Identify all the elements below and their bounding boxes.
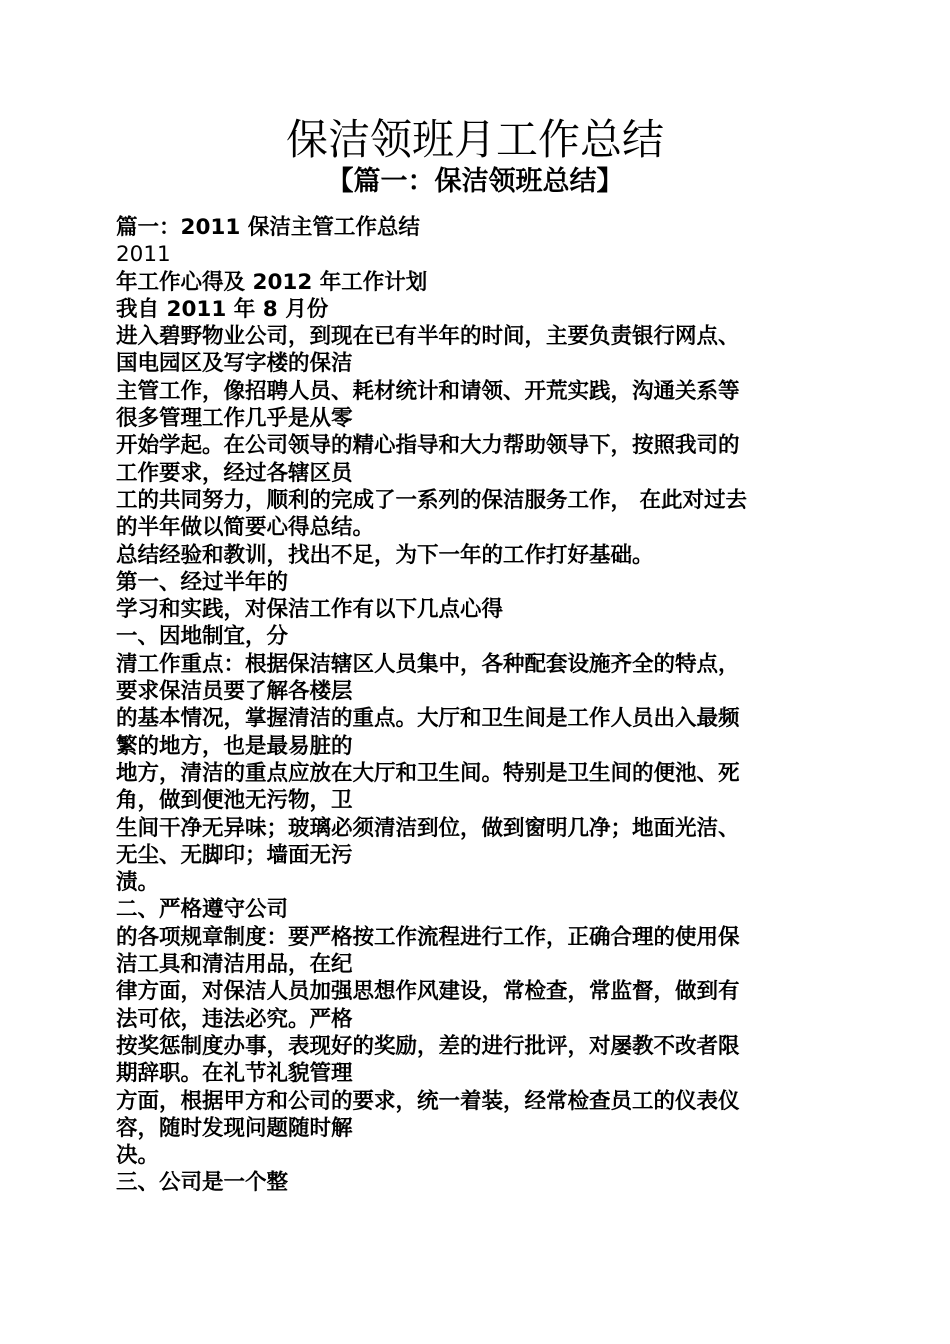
body-line: 三、公司是一个整 [116,1170,289,1196]
body-line: 期辞职。在礼节礼貌管理 [116,1061,353,1087]
document-subtitle: 【篇一：保洁领班总结】 [326,166,624,197]
body-line: 渍。 [116,870,160,896]
body-line: 清工作重点：根据保洁辖区人员集中，各种配套设施齐全的特点， [116,651,740,677]
document-title: 保洁领班月工作总结 [285,115,664,164]
body-line: 决。 [116,1143,160,1169]
body-line: 的半年做以简要心得总结。 [116,515,375,541]
body-line: 工作要求，经过各辖区员 [116,460,353,486]
body-line: 年工作心得及 2012 年工作计划 [116,269,428,295]
body-line: 的基本情况，掌握清洁的重点。大厅和卫生间是工作人员出入最频 [116,706,740,732]
body-line: 容，随时发现问题随时解 [116,1115,353,1141]
body-line: 角，做到便池无污物，卫 [116,788,353,814]
body-line: 按奖惩制度办事，表现好的奖励，差的进行批评，对屡教不改者限 [116,1033,740,1059]
body-line: 地方，清洁的重点应放在大厅和卫生间。特别是卫生间的便池、死 [116,760,740,786]
body-line: 很多管理工作几乎是从零 [116,406,353,432]
body-line: 总结经验和教训，找出不足，为下一年的工作打好基础。 [116,542,654,568]
document-body [116,214,836,1197]
body-line: 工的共同努力，顺利的完成了一系列的保洁服务工作， 在此对过去 [116,487,747,513]
body-line: 无尘、无脚印；墙面无污 [116,842,353,868]
body-line: 律方面，对保洁人员加强思想作风建设，常检查，常监督，做到有 [116,979,740,1005]
body-line: 第一、经过半年的 [116,569,289,595]
body-line: 的各项规章制度：要严格按工作流程进行工作，正确合理的使用保 [116,924,740,950]
body-line: 主管工作，像招聘人员、耗材统计和请领、开荒实践，沟通关系等 [116,378,740,404]
body-line: 二、严格遵守公司 [116,897,289,923]
body-line: 一、因地制宜，分 [116,624,289,650]
body-line: 繁的地方，也是最易脏的 [116,733,353,759]
body-line: 开始学起。在公司领导的精心指导和大力帮助领导下，按照我司的 [116,433,740,459]
body-line: 学习和实践，对保洁工作有以下几点心得 [116,597,504,623]
body-line: 要求保洁员要了解各楼层 [116,679,353,705]
body-line: 生间干净无异味；玻璃必须清洁到位，做到窗明几净；地面光洁、 [116,815,740,841]
body-line: 2011 [116,242,171,268]
body-line: 篇一：2011 保洁主管工作总结 [116,215,420,240]
body-line: 方面，根据甲方和公司的要求，统一着装，经常检查员工的仪表仪 [116,1088,740,1114]
body-line: 洁工具和清洁用品，在纪 [116,952,353,978]
body-line: 法可依，违法必究。严格 [116,1006,353,1032]
body-line: 我自 2011 年 8 月份 [116,296,329,322]
body-line: 国电园区及写字楼的保洁 [116,351,353,377]
body-line: 进入碧野物业公司，到现在已有半年的时间，主要负责银行网点、 [116,324,740,350]
